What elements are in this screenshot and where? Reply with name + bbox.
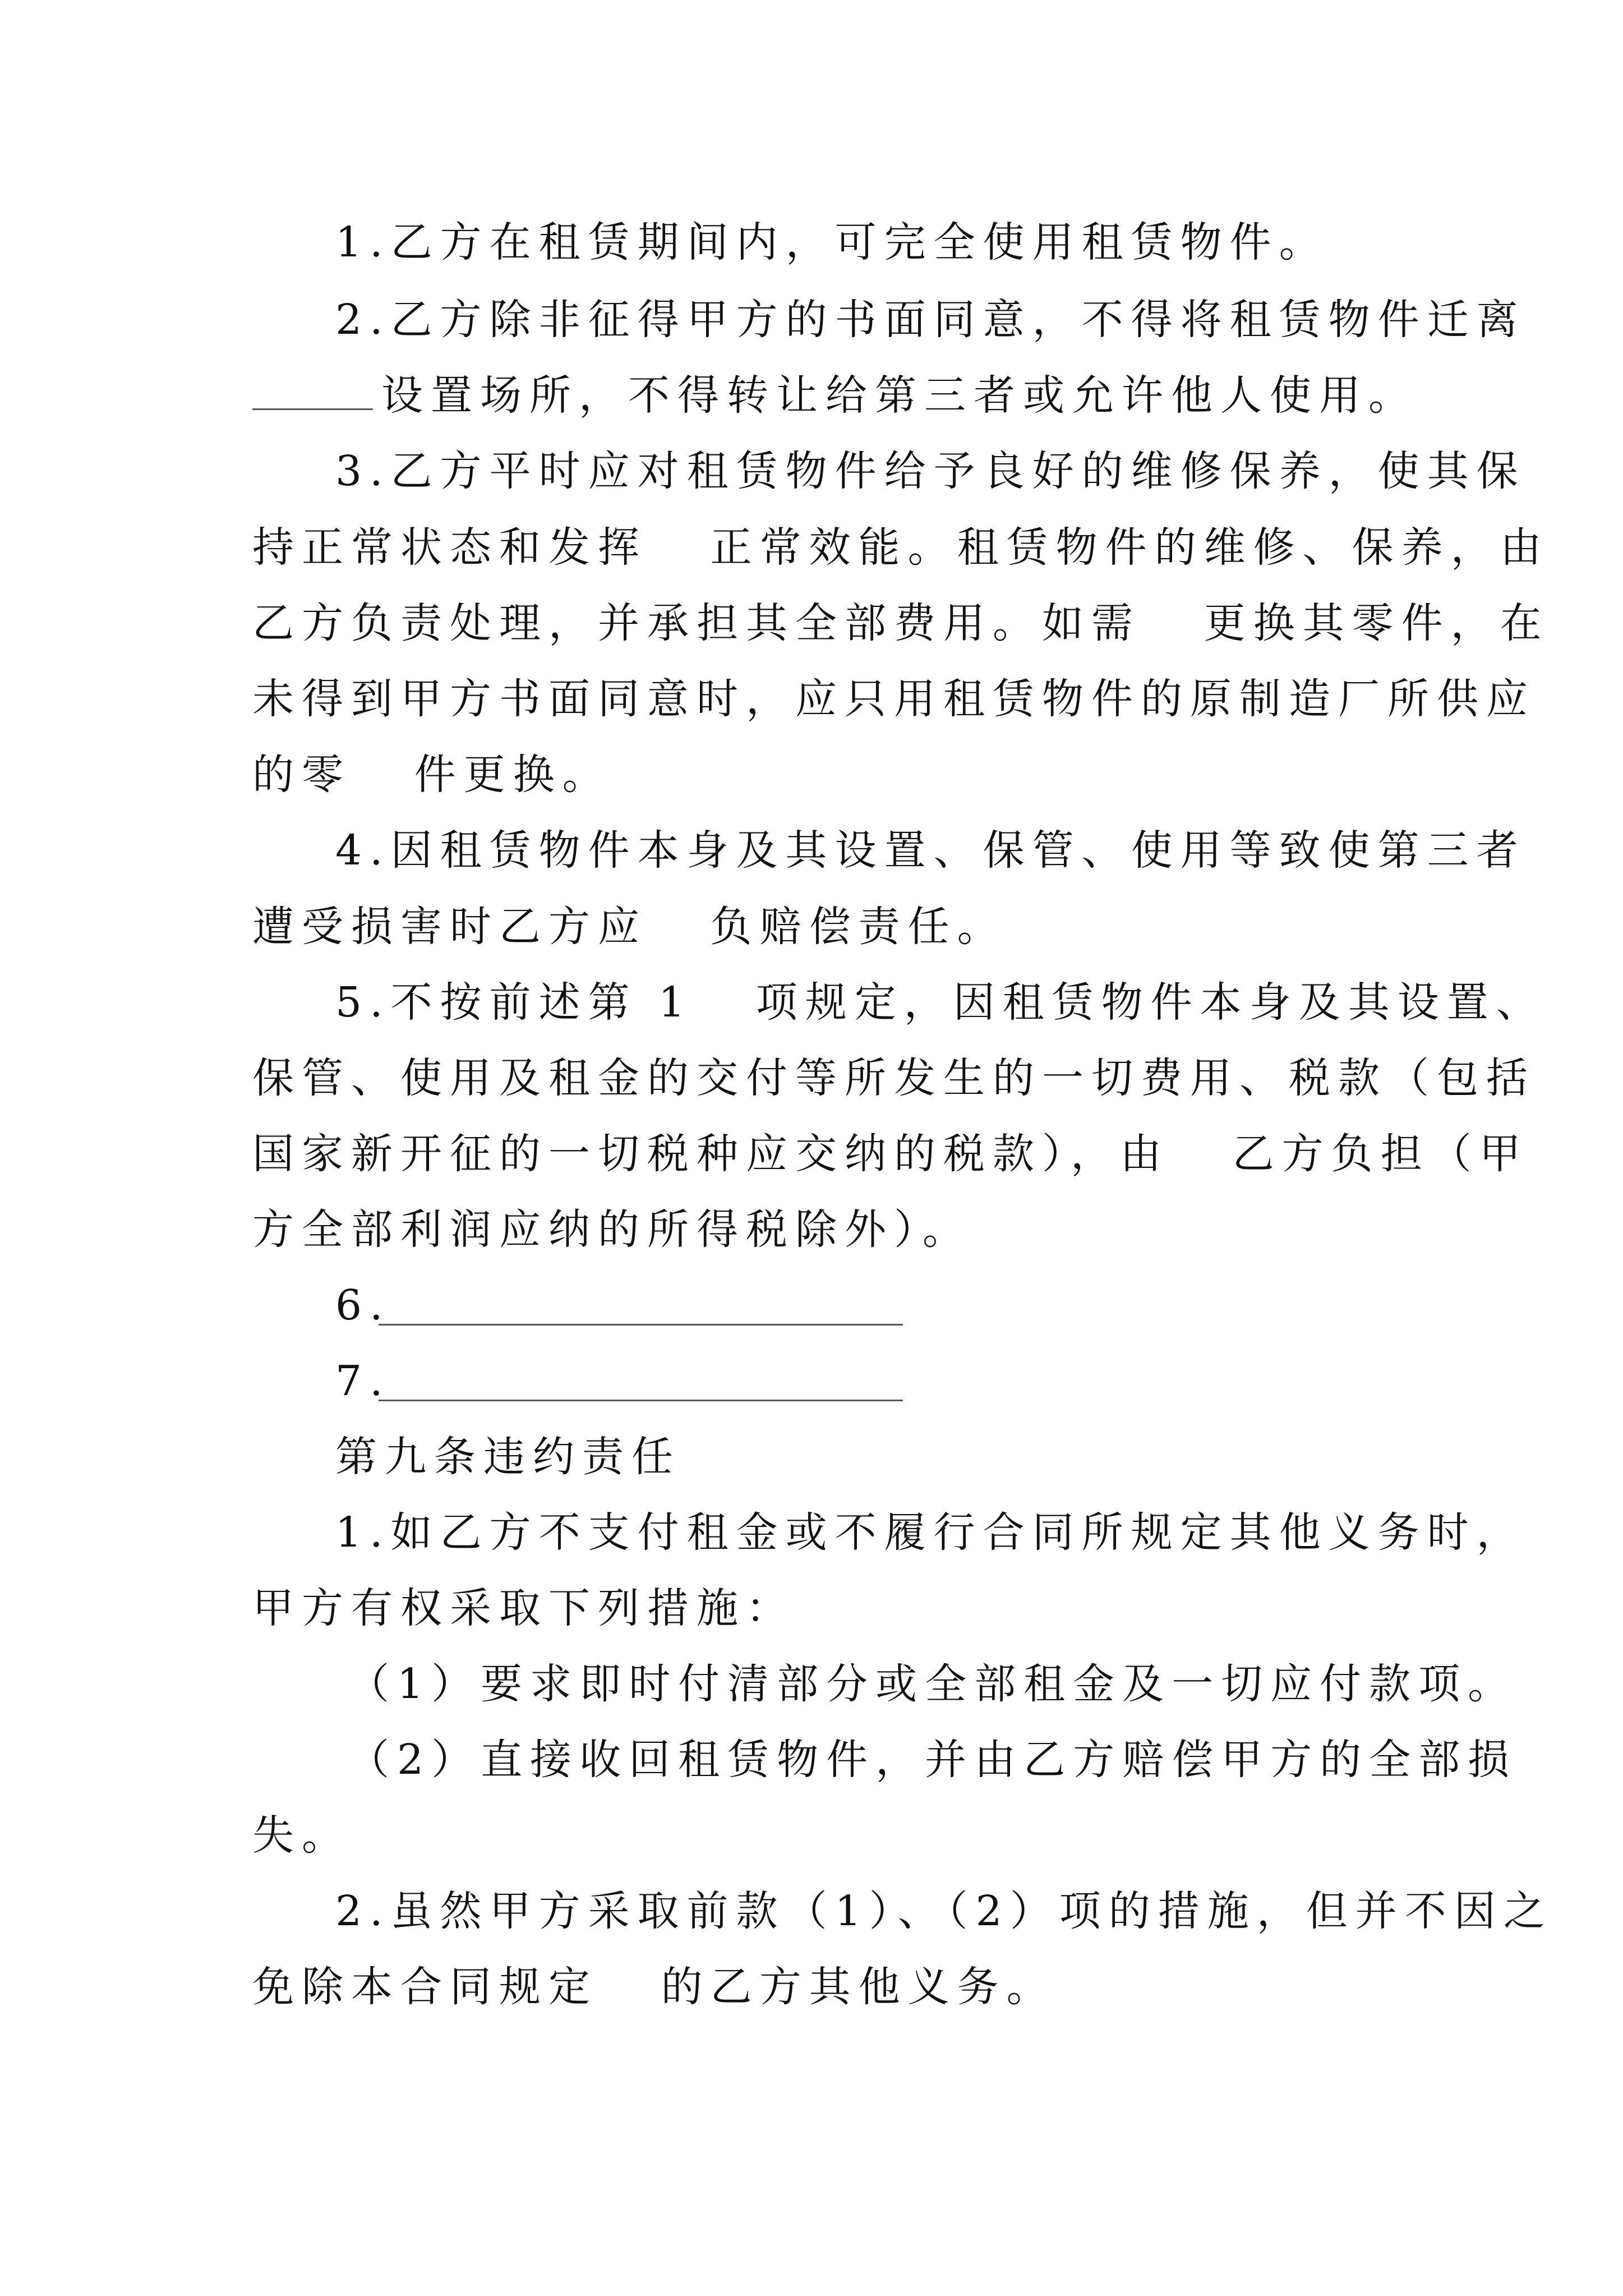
paragraph-line: 乙方负责处理，并承担其全部费用。如需 更换其零件，在 xyxy=(252,599,1550,647)
paragraph-line: 设置场所，不得转让给第三者或允许他人使用。 xyxy=(381,371,1418,420)
blank-underline xyxy=(252,403,373,410)
paragraph-line: 1.如乙方不支付租金或不履行合同所规定其他义务时， xyxy=(335,1508,1526,1557)
paragraph-line: 免除本合同规定 的乙方其他义务。 xyxy=(252,1963,1056,2011)
paragraph-line: 的零 件更换。 xyxy=(252,751,612,799)
section-heading: 第九条违约责任 xyxy=(335,1433,681,1481)
blank-underline xyxy=(379,1394,903,1401)
paragraph-line: （2）直接收回租赁物件，并由乙方赔偿甲方的全部损 xyxy=(348,1736,1518,1784)
paragraph-line: 遭受损害时乙方应 负赔偿责任。 xyxy=(252,903,1007,951)
paragraph-line: 3.乙方平时应对租赁物件给予良好的维修保养，使其保 xyxy=(335,447,1526,495)
numbered-blank-6: 6. xyxy=(335,1281,391,1329)
paragraph-line: 2.乙方除非征得甲方的书面同意，不得将租赁物件迁离 xyxy=(335,296,1526,344)
paragraph-line: （1）要求即时付清部分或全部租金及一切应付款项。 xyxy=(348,1660,1518,1708)
paragraph-line: 4.因租赁物件本身及其设置、保管、使用等致使第三者 xyxy=(335,826,1526,875)
paragraph-line: 未得到甲方书面同意时，应只用租赁物件的原制造厂所供应 xyxy=(252,675,1536,723)
paragraph-line: 持正常状态和发挥 正常效能。租赁物件的维修、保养，由 xyxy=(252,523,1550,572)
numbered-blank-7: 7. xyxy=(335,1357,391,1405)
paragraph-line: 甲方有权采取下列措施： xyxy=(252,1584,795,1632)
paragraph-line: 失。 xyxy=(252,1811,351,1860)
paragraph-line: 保管、使用及租金的交付等所发生的一切费用、税款（包括 xyxy=(252,1054,1536,1102)
paragraph-line: 2.虽然甲方采取前款（1）、（2）项的措施，但并不因之 xyxy=(335,1887,1553,1935)
paragraph-line: 方全部利润应纳的所得税除外）。 xyxy=(252,1205,972,1254)
blank-underline xyxy=(379,1318,903,1326)
paragraph-line: 国家新开征的一切税种应交纳的税款），由 乙方负担（甲 xyxy=(252,1130,1529,1178)
paragraph-line: 5.不按前述第 1 项规定，因租赁物件本身及其设置、 xyxy=(335,978,1546,1027)
paragraph-line: 1.乙方在租赁期间内，可完全使用租赁物件。 xyxy=(335,218,1329,266)
